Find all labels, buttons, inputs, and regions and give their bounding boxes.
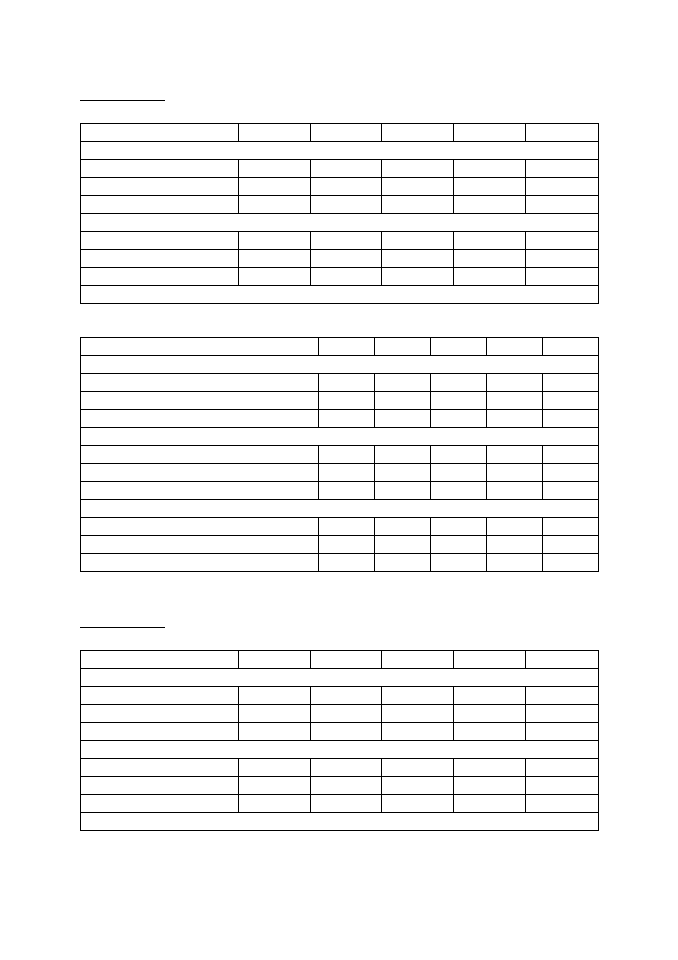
table-header-row	[81, 124, 599, 142]
table-cell	[454, 160, 526, 178]
header-cell	[526, 651, 599, 669]
table-cell	[382, 687, 454, 705]
header-cell	[239, 124, 311, 142]
table-cell	[543, 464, 599, 482]
table-cell	[311, 160, 382, 178]
row-label-cell	[81, 554, 319, 572]
group-label-cell	[81, 500, 599, 518]
table-cell	[487, 554, 543, 572]
section-b-table	[80, 337, 599, 572]
table-cell	[431, 392, 487, 410]
table-row	[81, 759, 599, 777]
section-c-table	[80, 650, 599, 831]
table-cell	[526, 178, 599, 196]
table-cell	[487, 536, 543, 554]
group-label-cell	[81, 214, 599, 232]
table-cell	[375, 392, 431, 410]
table-header-row	[81, 338, 599, 356]
table-cell	[454, 705, 526, 723]
table-row	[81, 777, 599, 795]
table-row	[81, 160, 599, 178]
footer-cell	[81, 813, 599, 831]
table-cell	[239, 759, 311, 777]
table-row	[81, 392, 599, 410]
table-cell	[487, 410, 543, 428]
table-cell	[454, 777, 526, 795]
table-cell	[526, 160, 599, 178]
row-label-cell	[81, 464, 319, 482]
row-label-cell	[81, 759, 239, 777]
table-cell	[239, 795, 311, 813]
table-cell	[431, 410, 487, 428]
table-row	[81, 374, 599, 392]
table-cell	[526, 723, 599, 741]
table-cell	[382, 777, 454, 795]
table-cell	[543, 554, 599, 572]
table-cell	[487, 518, 543, 536]
table-cell	[543, 536, 599, 554]
table-cell	[319, 554, 375, 572]
header-label-cell	[81, 651, 239, 669]
row-label-cell	[81, 178, 239, 196]
table-row	[81, 250, 599, 268]
table-cell	[431, 446, 487, 464]
section-c-heading-underline	[80, 627, 165, 628]
table-cell	[382, 196, 454, 214]
section-a-heading-underline	[80, 100, 165, 101]
table-cell	[543, 410, 599, 428]
row-label-cell	[81, 410, 319, 428]
table-cell	[454, 687, 526, 705]
row-label-cell	[81, 687, 239, 705]
header-cell	[239, 651, 311, 669]
table-cell	[526, 687, 599, 705]
group-row	[81, 669, 599, 687]
table-cell	[454, 178, 526, 196]
row-label-cell	[81, 482, 319, 500]
header-cell	[487, 338, 543, 356]
table-cell	[311, 705, 382, 723]
table-cell	[375, 410, 431, 428]
section-a-table	[80, 123, 599, 304]
table-cell	[454, 232, 526, 250]
table-cell	[239, 777, 311, 795]
header-cell	[382, 651, 454, 669]
table-cell	[543, 374, 599, 392]
group-row	[81, 428, 599, 446]
row-label-cell	[81, 777, 239, 795]
group-row	[81, 356, 599, 374]
header-cell	[454, 124, 526, 142]
table-cell	[526, 759, 599, 777]
table-cell	[382, 268, 454, 286]
table-row	[81, 410, 599, 428]
table-cell	[311, 196, 382, 214]
table-cell	[382, 795, 454, 813]
table-cell	[311, 250, 382, 268]
header-cell	[311, 124, 382, 142]
table-row	[81, 687, 599, 705]
group-row	[81, 741, 599, 759]
table-cell	[382, 759, 454, 777]
table-cell	[239, 178, 311, 196]
table-cell	[487, 482, 543, 500]
table-cell	[454, 795, 526, 813]
table-cell	[375, 446, 431, 464]
table-cell	[239, 250, 311, 268]
row-label-cell	[81, 268, 239, 286]
table-cell	[311, 759, 382, 777]
table-cell	[382, 723, 454, 741]
table-row	[81, 723, 599, 741]
row-label-cell	[81, 536, 319, 554]
table-cell	[431, 536, 487, 554]
table-cell	[311, 795, 382, 813]
header-cell	[454, 651, 526, 669]
table-cell	[239, 705, 311, 723]
table-cell	[311, 687, 382, 705]
table-cell	[311, 232, 382, 250]
table-cell	[375, 554, 431, 572]
table-cell	[431, 464, 487, 482]
table-cell	[319, 482, 375, 500]
table-cell	[454, 723, 526, 741]
group-label-cell	[81, 142, 599, 160]
table-cell	[526, 795, 599, 813]
group-label-cell	[81, 428, 599, 446]
table-row	[81, 446, 599, 464]
table-cell	[487, 374, 543, 392]
table-cell	[487, 446, 543, 464]
table-cell	[239, 268, 311, 286]
table-row	[81, 196, 599, 214]
table-cell	[375, 482, 431, 500]
table-cell	[382, 232, 454, 250]
group-label-cell	[81, 669, 599, 687]
table-cell	[487, 464, 543, 482]
header-cell	[431, 338, 487, 356]
table-cell	[526, 232, 599, 250]
header-cell	[375, 338, 431, 356]
header-label-cell	[81, 338, 319, 356]
table-cell	[311, 178, 382, 196]
row-label-cell	[81, 705, 239, 723]
row-label-cell	[81, 160, 239, 178]
table-cell	[239, 196, 311, 214]
row-label-cell	[81, 723, 239, 741]
table-cell	[382, 250, 454, 268]
table-cell	[311, 777, 382, 795]
table-cell	[431, 374, 487, 392]
table-cell	[319, 410, 375, 428]
table-cell	[239, 687, 311, 705]
table-row	[81, 705, 599, 723]
table-cell	[375, 536, 431, 554]
row-label-cell	[81, 518, 319, 536]
table-cell	[311, 723, 382, 741]
header-cell	[382, 124, 454, 142]
table-cell	[319, 392, 375, 410]
table-row	[81, 178, 599, 196]
table-cell	[454, 759, 526, 777]
row-label-cell	[81, 250, 239, 268]
header-label-cell	[81, 124, 239, 142]
table-cell	[382, 178, 454, 196]
table-cell	[375, 464, 431, 482]
table-cell	[431, 482, 487, 500]
table-cell	[239, 723, 311, 741]
table-cell	[526, 268, 599, 286]
header-cell	[526, 124, 599, 142]
table-cell	[431, 518, 487, 536]
table-cell	[543, 392, 599, 410]
table-row	[81, 536, 599, 554]
row-label-cell	[81, 392, 319, 410]
table-cell	[311, 268, 382, 286]
table-cell	[487, 392, 543, 410]
footer-row	[81, 813, 599, 831]
row-label-cell	[81, 374, 319, 392]
footer-cell	[81, 286, 599, 304]
table-cell	[526, 777, 599, 795]
table-row	[81, 232, 599, 250]
table-cell	[382, 160, 454, 178]
group-row	[81, 142, 599, 160]
table-cell	[526, 196, 599, 214]
table-cell	[526, 705, 599, 723]
header-cell	[319, 338, 375, 356]
group-label-cell	[81, 356, 599, 374]
table-cell	[454, 268, 526, 286]
row-label-cell	[81, 196, 239, 214]
row-label-cell	[81, 446, 319, 464]
table-cell	[375, 518, 431, 536]
table-row	[81, 518, 599, 536]
row-label-cell	[81, 795, 239, 813]
group-label-cell	[81, 741, 599, 759]
table-cell	[319, 518, 375, 536]
table-header-row	[81, 651, 599, 669]
table-row	[81, 554, 599, 572]
table-row	[81, 795, 599, 813]
table-cell	[319, 536, 375, 554]
table-cell	[319, 374, 375, 392]
table-cell	[543, 446, 599, 464]
row-label-cell	[81, 232, 239, 250]
table-cell	[319, 446, 375, 464]
table-cell	[431, 554, 487, 572]
table-cell	[454, 196, 526, 214]
table-row	[81, 268, 599, 286]
table-row	[81, 482, 599, 500]
table-cell	[454, 250, 526, 268]
table-cell	[239, 160, 311, 178]
table-row	[81, 464, 599, 482]
group-row	[81, 214, 599, 232]
table-cell	[543, 482, 599, 500]
table-cell	[526, 250, 599, 268]
table-cell	[543, 518, 599, 536]
footer-row	[81, 286, 599, 304]
group-row	[81, 500, 599, 518]
header-cell	[543, 338, 599, 356]
table-cell	[319, 464, 375, 482]
table-cell	[375, 374, 431, 392]
table-cell	[382, 705, 454, 723]
header-cell	[311, 651, 382, 669]
table-cell	[239, 232, 311, 250]
